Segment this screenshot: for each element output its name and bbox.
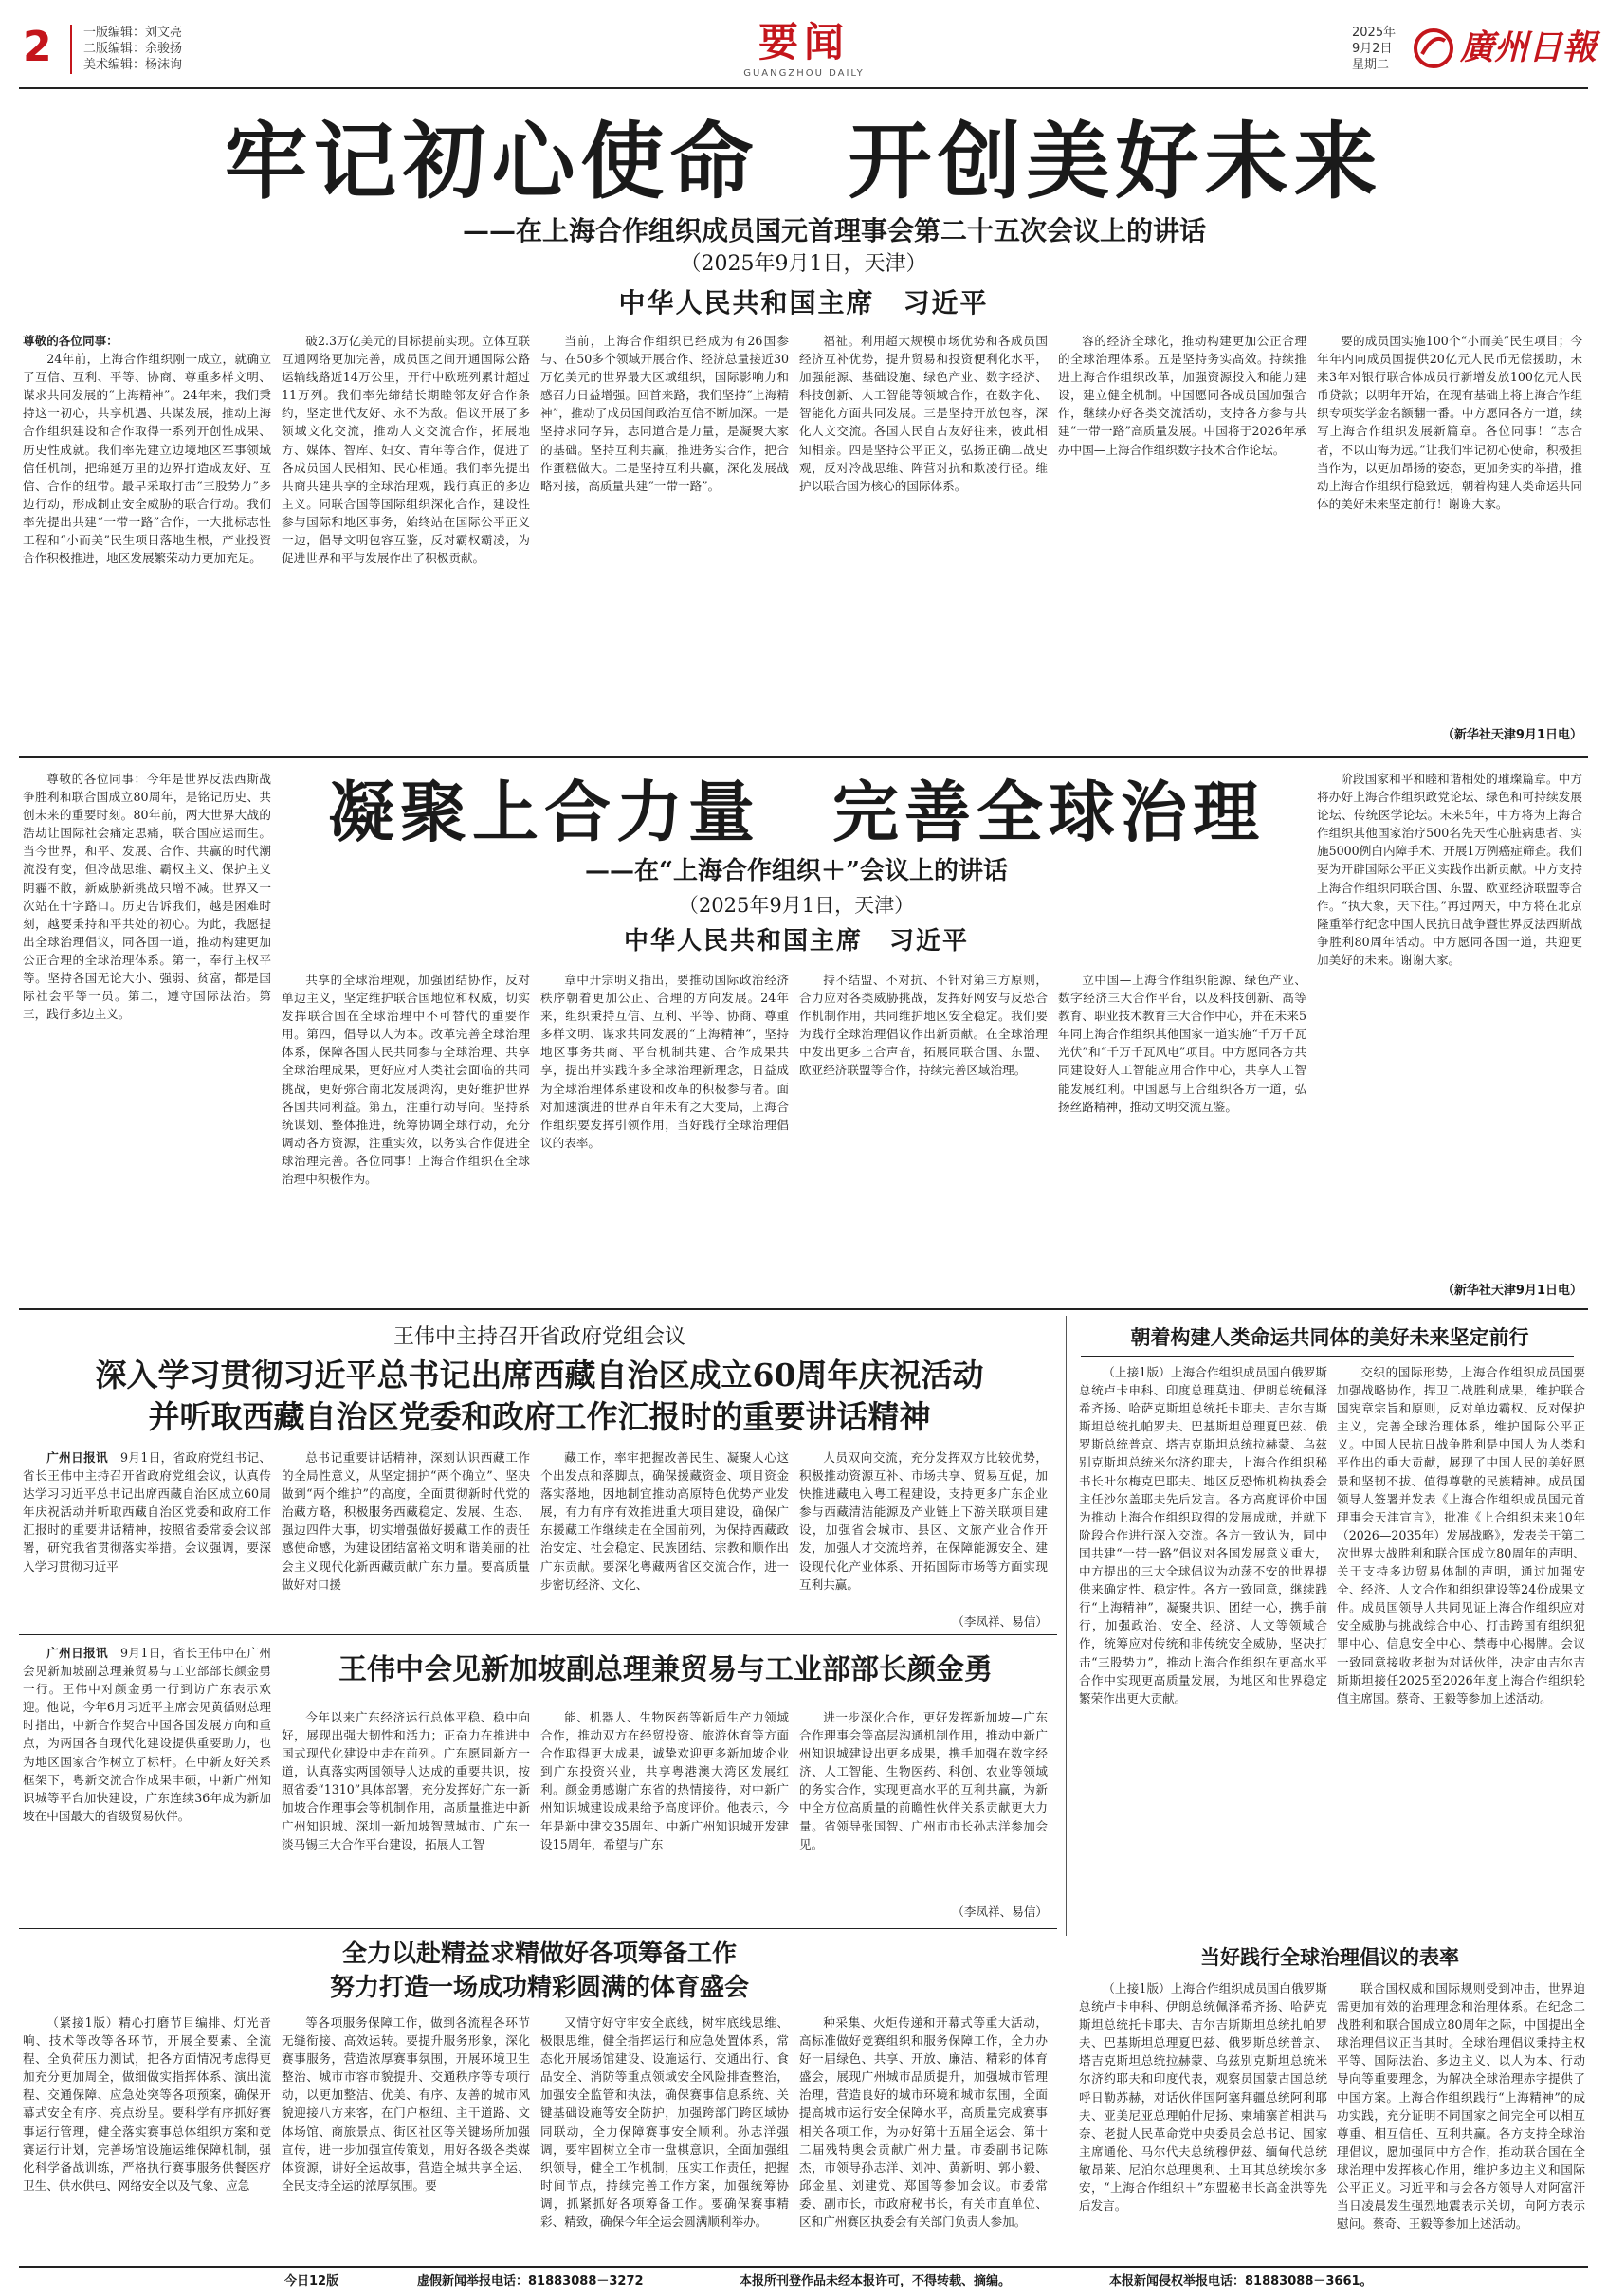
divider [1081, 1356, 1574, 1357]
article1-column-4 [799, 332, 1048, 749]
article2-column-5 [1058, 971, 1306, 1301]
masthead [0, 0, 1607, 90]
footer [19, 2271, 1588, 2292]
article1-column-3 [540, 332, 789, 749]
paper-name: 廣州日報 [1460, 27, 1598, 67]
page-number: 2 [23, 23, 52, 71]
article2-byline: 中华人民共和国主席 习近平 [623, 927, 969, 956]
article1-byline: 中华人民共和国主席 习近平 [618, 287, 989, 319]
issue-date-day: 9月2日 [1352, 42, 1393, 56]
article7-text: （紧接1版）精心打磨节目编排、灯光音响、技术等改等各环节，开展全要素、全流程、全负荷压力测试，把各方面情况考虑得更加充分更加周全，做细做实指挥体系、演出流程、交通保障、应急处突等各项预案，确保开幕式安全有序、亮点纷呈。要科学有序抓好赛事运行管理，健全落实赛事总体组织方案和竞赛运行计划，完善场馆设施运维保障机制，强化科学备战训练，严格执行赛事服务供餐医疗卫生、供水供电、网络安全以及气象、应急 [23, 2015, 271, 2193]
article2-subtitle: ——在“上海合作组织＋”会议上的讲话 [585, 857, 1008, 885]
article2-text: 持不结盟、不对抗、不针对第三方原则，合力应对各类威胁挑战，发挥好网安与反恐合作机制作用，共同维护地区安全稳定。我们要为践行全球治理倡议作出新贡献。在全球治理中发出更多上合声音，拓展同联合国、东盟、欧亚经济联盟等合作，持续完善区域治理。 [799, 973, 1048, 1078]
issue-date-weekday: 星期二 [1352, 58, 1390, 72]
article1-column-5 [1058, 332, 1306, 749]
footer-edition: 今日12版 [284, 2274, 339, 2288]
divider [19, 1308, 1588, 1310]
issue-date-year: 2025年 [1352, 26, 1397, 40]
article2-text: 共享的全球治理观，加强团结协作，反对单边主义，坚定维护联合国地位和权威，切实发挥联合国在全球治理中不可替代的重要作用。第四，倡导以人为本。改革完善全球治理体系，保障各国人民共同参与全球治理、共享全球治理成果，更好应对人类社会面临的共同挑战，更好弥合南北发展鸿沟，更好维护世界各国共同利益。第五，注重行动导向。坚持系统谋划、整体推进，统筹协调全球行动，充分调动各方资源，注重实效，以务实合作促进全球治理完善。各位同事！上海合作组织在全球治理中积极作为。 [282, 973, 530, 1187]
article2-date: （2025年9月1日，天津） [678, 894, 915, 917]
article2-text: 阶段国家和平和睦和谐相处的璀璨篇章。中方将办好上海合作组织政党论坛、绿色和可持续发展论坛、传统医学论坛。未来5年，中方将为上海合作组织其他国家治疗500名先天性心脏病患者、实施5000例白内障手术、开展1万例癌症筛查。我们要为开辟国际公平正义实践作出新贡献。中方支持上海合作组织同联合国、东盟、欧亚经济联盟等合作。“执大象，天下往。”再过两天，中方将在北京隆重举行纪念中国人民抗日战争暨世界反法西斯战争胜利80周年活动。中方愿同各国一道，共迎更加美好的未来。谢谢大家。 [1317, 772, 1582, 967]
article7-text: 种采集、火炬传递和开幕式等重大活动，高标准做好竞赛组织和服务保障工作，全力办好一届绿色、共享、开放、廉洁、精彩的体育盛会，展现广州城市品质提升，加强城市管理治理，营造良好的城市环境和城市氛围，全面提高城市运行安全保障水平，高质量完成赛事相关各项工作，为办好第十五届全运会、第十二届残特奥会贡献广州力量。市委副书记陈杰，市领导孙志洋、刘冲、黄新明、郭小毅、邱金星、刘建党、郑国等参加会议。市委常委、副市长，市政府秘书长，有关市直单位、区和广州赛区执委会有关部门负责人参加。 [799, 2015, 1048, 2230]
article2-text: 立中国—上海合作组织能源、绿色产业、数字经济三大合作平台，以及科技创新、高等教育、职业技术教育三大合作中心，并在未来5年同上海合作组织其他国家一道实施“千万千瓦光伏”和“千万千瓦风电”项目。中方愿同各方共同建设好人工智能应用合作中心，共享人工智能发展红利。中国愿与上合组织各方一道，弘扬丝路精神，推动文明交流互鉴。 [1058, 973, 1306, 1114]
divider [19, 1634, 1057, 1635]
article3-column-3 [540, 1449, 789, 1629]
article3-lead-text: 9月1日，省政府党组书记、省长王伟中主持召开省政府党组会议，认真传达学习习近平总书记出席西藏自治区成立60周年庆祝活动并听取西藏自治区党委和政府工作汇报时的重要讲话精神，按照省委常委会议部署，研究我省贯彻落实举措。会议强调，要深入学习贯彻习近平 [23, 1450, 271, 1574]
article4-column-4 [799, 1708, 1048, 1898]
article7-text: 又情守好守牢安全底线，树牢底线思维、极限思维，健全指挥运行和应急处置体系，常态化开展场馆建设、设施运行、交通出行、食品安全、消防等重点领域安全风险排查整治，加强安全监管和执法，确保赛事信息系统、关键基础设施等安全防护，加强跨部门跨区域协同联动，全力保障赛事安全顺利。孙志洋强调，要牢固树立全市一盘棋意识，全面加强组织领导，健全工作机制，压实工作责任，把握时间节点，持续完善工作方案，加强统筹协调，抓紧抓好各项筹备工作。要确保赛事精彩、精致，确保今年全运会圆满顺利举办。 [540, 2015, 789, 2230]
article5-text: 交织的国际形势，上海合作组织成员国要加强战略协作，捍卫二战胜利成果，维护联合国宪章宗旨和原则，反对单边霸权、反对保护主义，完善全球治理体系，维护国际公平正义。中国人民抗日战争胜利是中国人为人类和平作出的重大贡献，展现了中国人民的美好愿景和坚韧不拔、值得尊敬的民族精神。成员国领导人签署并发表《上海合作组织成员国元首理事会天津宣言》，批准《上合组织未来10年（2026—2035年）发展战略》，发表关于第二次世界大战胜利和联合国成立80周年的声明、关于支持多边贸易体制的声明，通过加强安全、经济、人文合作和组织建设等24份成果文件。成员国领导人共同见证上海合作组织应对安全威胁与挑战综合中心、打击跨国有组织犯罪中心、信息安全中心、禁毒中心揭牌。会议一致同意接收老挝为对话伙伴，决定由吉尔吉斯斯坦接任2025至2026年度上海合作组织轮值主席国。蔡奇、王毅等参加上述活动。 [1337, 1365, 1585, 1705]
article7-column-3 [540, 2014, 789, 2258]
article2-text: 尊敬的各位同事：今年是世界反法西斯战争胜利和联合国成立80周年，是铭记历史、共创未来的重要时刻。80年前，两大世界大战的浩劫让国际社会痛定思痛，联合国应运而生。当今世界，和平、发展、合作、共赢的时代潮流没有变，但冷战思维、霸权主义、保护主义阴霾不散，新威胁新挑战只增不减。世界又一次站在十字路口。历史告诉我们，越是困难时刻，越要秉持和平共处的初心。为此，我愿提出全球治理倡议，同各国一道，推动构建更加公正合理的全球治理体系。第一，奉行主权平等。坚持各国无论大小、强弱、贫富，都是国际社会平等一员。第二，遵守国际法治。第三，践行多边主义。 [23, 772, 271, 1022]
article6-text: 联合国权威和国际规则受到冲击，世界迫需更加有效的治理理念和治理体系。在纪念二战胜利和联合国成立80周年之际，中国提出全球治理倡议正当其时。全球治理倡议秉持主权平等、国际法治、多边主义、以人为本、行动导向等重要理念，为解决全球治理赤字提供了中国方案。上海合作组织践行“上海精神”的成功实践，充分证明不同国家之间完全可以相互尊重、相互信任、互利共赢。各方支持全球治理倡议，愿加强同中方合作，推动联合国在全球治理中发挥核心作用，维护多边主义和国际公平正义。习近平和与会各方领导人对阿富汗当日凌晨发生强烈地震表示关切，向阿方表示慰问。蔡奇、王毅等参加上述活动。 [1337, 1981, 1585, 2232]
article4-lead-text: 9月1日，省长王伟中在广州会见新加坡副总理兼贸易与工业部部长颜金勇一行。王伟中对颜金勇一行到访广东表示欢迎。他说，今年6月习近平主席会见黄循财总理时指出，中新合作契合中国各国发展方向和重点，为两国各自现代化建设提供重要助力，也为地区国家合作树立了标杆。在中新友好关系框架下，粤新交流合作成果丰硕，中新广州知识城等平台加快建设，广东连续36年成为新加坡在中国最大的省级贸易伙伴。 [23, 1646, 271, 1823]
article4-text: 进一步深化合作，更好发挥新加坡—广东合作理事会等高层沟通机制作用，推动中新广州知识城建设出更多成果，携手加强在数字经济、人工智能、生物医药、科创、农业等领域的务实合作，实现更高水平的互利共赢，为新中全方位高质量的前瞻性伙伴关系贡献更大力量。省领导张国智、广州市市长孙志洋参加会见。 [799, 1710, 1048, 1851]
article5-column-1 [1079, 1363, 1327, 1928]
article3-column-1 [23, 1449, 271, 1629]
article7-title-line1: 全力以赴精益求精做好各项筹备工作 [341, 1940, 737, 1968]
article3-text: 人员双向交流，充分发挥双方比较优势，积极推动资源互补、市场共享、贸易互促，加快推进藏电入粤工程建设，支持更多广东企业参与西藏清洁能源及产业链上下游关联项目建设，加强省会城市、县区、文旅产业合作开发，加强人才交流培养，在保障能源安全、建设现代化产业体系、开拓国际市场等方面实现互利共赢。 [799, 1450, 1048, 1592]
article1-column-1 [23, 332, 271, 749]
editor-credit: 二版编辑：余骏扬 [83, 42, 183, 56]
article3-text: 总书记重要讲话精神，深刻认识西藏工作的全局性意义，从坚定拥护“两个确立”、坚决做到“两个维护”的高度，全面贯彻新时代党的治藏方略，积极服务西藏稳定、发展、生态、强边四件大事，切实增强做好援藏工作的责任感使命感，为建设团结富裕文明和谐美丽的社会主义现代化新西藏贡献广东力量。要高质量做好对口援 [282, 1450, 530, 1592]
article4-source: （李凤祥、易信） [952, 1904, 1048, 1919]
article1-column-6 [1317, 332, 1582, 720]
footer-hotline-fake-news: 虚假新闻举报电话：81883088－3272 [417, 2274, 644, 2288]
article6-column-1 [1079, 1979, 1327, 2258]
article5-text: （上接1版）上海合作组织成员国白俄罗斯总统卢卡申科、印度总理莫迪、伊朗总统佩泽希齐扬、哈萨克斯坦总统托卡耶夫、吉尔吉斯斯坦总统扎帕罗夫、巴基斯坦总理夏巴兹、俄罗斯总统普京、塔吉克斯坦总统拉赫蒙、乌兹别克斯坦总统米尔济约耶夫，上海合作组织秘书长叶尔梅克巴耶夫、地区反恐怖机构执委会主任沙尔盖耶夫先后发言。各方高度评价中国为推动上海合作组织取得的发展成就，并就下阶段合作进行深入交流。各方一致认为，同中国共建“一带一路”倡议对各国发展意义重大，中方提出的三大全球倡议为动荡不安的世界提供来确定性、稳定性。各方一致同意，继续践行“上海精神”，凝聚共识、团结一心，携手前行，加强政治、安全、经济、人文等领域合作，统筹应对传统和非传统安全威胁，坚决打击“三股势力”，推动上海合作组织在更高水平合作中实现更高质量发展，为地区和世界稳定繁荣作出更大贡献。 [1079, 1365, 1327, 1705]
article4-column-1 [23, 1644, 271, 1922]
article7-column-1 [23, 2014, 271, 2258]
article4-text: 能、机器人、生物医药等新质生产力领域合作，推动双方在经贸投资、旅游休育等方面合作取得更大成果，诚挚欢迎更多新加坡企业到广东投资兴业，共享粤港澳大湾区发展红利。颜金勇感谢广东省的热情接待，对中新广州知识城建设成果给予高度评价。他表示，今年是新中建交35周年、中新广州知识城开发建设15周年，希望与广东 [540, 1710, 789, 1851]
page-number-rule [70, 25, 72, 74]
article1-salutation: 尊敬的各位同事： [23, 334, 119, 348]
divider [19, 756, 1588, 758]
article4-column-2 [282, 1708, 530, 1922]
article1-text: 破2.3万亿美元的目标提前实现。立体互联互通网络更加完善，成员国之间开通国际公路运输线路近14万公里，开行中欧班列累计超过11万列。我们率先缔结长期睦邻友好合作条约，坚定世代友好、永不为敌。倡议开展了多领域文化交流，推动人文交流合作，拓展地方、媒体、智库、妇女、青年等合作，促进了各成员国人民相知、民心相通。我们率先提出共商共建共享的全球治理观，践行真正的多边主义。同联合国等国际组织深化合作，建设性参与国际和地区事务，始终站在国际公平正义一边，倡导文明包容互鉴，反对霸权霸凌，为促进世界和平与发展作出了积极贡献。 [282, 334, 530, 566]
article2-title: 凝聚上合力量 完善全球治理 [328, 773, 1265, 851]
article1-text: 24年前，上海合作组织刚一成立，就确立了互信、互利、平等、协商、尊重多样文明、谋求共同发展的“上海精神”。24年来，我们秉持这一初心，共享机遇、共谋发展，推动上海合作组织建设和合作取得一系列开创性成果、历史性成就。我们率先建立边境地区军事领域信任机制，把绵延万里的边界打造成友好、互信、合作的纽带。最早采取打击“三股势力”多边行动，形成制止安全威胁的联合行动。我们率先提出共建“一带一路”合作，一大批标志性工程和“小而美”民生项目落地生根，产业投资合作积极推进，地区发展繁荣动力更加充足。 [23, 352, 271, 566]
article6-text: （上接1版）上海合作组织成员国白俄罗斯总统卢卡申科、伊朗总统佩泽希齐扬、哈萨克斯坦总统托卡耶夫、吉尔吉斯斯坦总统扎帕罗夫、巴基斯坦总理夏巴兹、俄罗斯总统普京、塔吉克斯坦总统拉赫蒙、乌兹别克斯坦总统米尔济约耶夫和印度代表，观察员国蒙古国总统呼日勒苏赫，对话伙伴国阿塞拜疆总统阿利耶夫、亚美尼亚总理帕什尼扬、柬埔寨首相洪马奈、老挝人民革命党中央委员会总书记、国家主席通伦、马尔代夫总统穆伊兹、缅甸代总统敏昂莱、尼泊尔总理奥利、土耳其总统埃尔多安，“上海合作组织＋”东盟秘书长高金洪等先后发言。 [1079, 1981, 1327, 2214]
editor-credit: 美术编辑：杨沫询 [83, 58, 183, 72]
article2-source: （新华社天津9月1日电） [1441, 1284, 1582, 1298]
masthead-rule [19, 87, 1588, 89]
section-title: 要闻 [758, 19, 849, 65]
footer-copyright: 本报所刊登作品未经本报许可，不得转载、摘编。 [740, 2274, 1012, 2288]
paper-logo [1413, 25, 1598, 72]
article1-title: 牢记初心使命 开创美好未来 [224, 112, 1383, 210]
paper-logo-emblem [1413, 27, 1454, 69]
article1-date: （2025年9月1日，天津） [680, 252, 927, 276]
article3-kicker: 王伟中主持召开省政府党组会议 [393, 1325, 685, 1349]
article3-title-line1: 深入学习贯彻习近平总书记出席西藏自治区成立60周年庆祝活动 [95, 1357, 984, 1394]
article3-text: 藏工作，率牢把握改善民生、凝聚人心这个出发点和落脚点，确保援藏资金、项目资金落实落地，因地制宜推动高原特色优势产业发展，有力有序有效推进重大项目建设，确保广东援藏工作继续走在全国前列，为保持西藏政治安定、社会稳定、民族团结、宗教和顺作出广东贡献。要深化粤藏两省区交流合作，进一步密切经济、文化、 [540, 1450, 789, 1592]
article5-column-2 [1337, 1363, 1585, 1928]
article5-title: 朝着构建人类命运共同体的美好未来坚定前行 [1130, 1325, 1529, 1349]
footer-rule [19, 2266, 1588, 2268]
article7-title-line2: 努力打造一场成功精彩圆满的体育盛会 [329, 1974, 749, 2002]
article1-column-2 [282, 332, 530, 749]
article3-title-line2: 并听取西藏自治区党委和政府工作汇报时的重要讲话精神 [148, 1398, 931, 1435]
article3-column-4 [799, 1449, 1048, 1612]
article1-source: （新华社天津9月1日电） [1441, 728, 1582, 742]
article7-column-2 [282, 2014, 530, 2258]
article7-text: 等各项服务保障工作，做到各流程各环节无缝衔接、高效运转。要提升服务形象，深化赛事服务，营造浓厚赛事氛围，开展环境卫生整治、城市市容市貌提升、交通秩序等专项行动，以更加整洁、优美、有序、友善的城市风貌迎接八方来客，在门户枢纽、主干道路、文体场馆、商旅景点、街区社区等关键场所加强宣传，进一步加强宣传策划，用好各级各类媒体资源，讲好全运故事，营造全城共享全运、全民支持全运的浓厚氛围。要 [282, 2015, 530, 2193]
article4-text: 今年以来广东经济运行总体平稳、稳中向好，展现出强大韧性和活力；正奋力在推进中国式现代化建设中走在前列。广东愿同新方一道，认真落实两国领导人达成的重要共识，按照省委“1310”具体部署，充分发挥好广东一新加坡合作理事会等机制作用，高质量推进中新广州知识城、深圳一新加坡智慧城市、广东一淡马锡三大合作平台建设，拓展人工智 [282, 1710, 530, 1851]
divider [19, 1928, 1057, 1929]
article3-source: （李凤祥、易信） [952, 1614, 1048, 1629]
article1-text: 容的经济全球化，推动构建更加公正合理的全球治理体系。五是坚持务实高效。持续推进上海合作组织改革，加强资源投入和能力建设，建立健全机制。中国愿同各成员国加强合作，继续办好各类交流活动，支持各方参与共建“一带一路”高质量发展。中国将于2026年承办中国—上海合作组织数字技术合作论坛。 [1058, 334, 1306, 457]
editor-credit: 一版编辑：刘文亮 [83, 26, 183, 40]
article3-lead: 广州日报讯 [46, 1450, 109, 1465]
article1-text: 要的成员国实施100个“小而美”民生项目；今年年内向成员国提供20亿元人民币无偿援助，未来3年对银行联合体成员行新增发放100亿元人民币贷款；以明年开始，在现有基础上将上海合作组织专项奖学金名额翻一番。中方愿同各方一道，续写上海合作组织发展新篇章。各位同事！“志合者，不以山海为远。”让我们牢记初心使命，积极担当作为，以更加昂扬的姿态，更加务实的举措，推动上海合作组织行稳致远，朝着构建人类命运共同体的美好未来坚定前行！谢谢大家。 [1317, 334, 1582, 511]
article4-text [23, 1644, 271, 1825]
article3-column-2 [282, 1449, 530, 1629]
article6-column-2 [1337, 1979, 1585, 2258]
article4-column-3 [540, 1708, 789, 1922]
article1-subtitle: ——在上海合作组织成员国元首理事会第二十五次会议上的讲话 [462, 215, 1206, 246]
article2-column-left [23, 770, 271, 1301]
article1-text: 福祉。利用超大规模市场优势和各成员国经济互补优势，提升贸易和投资便利化水平，加强能源、基础设施、绿色产业、数字经济、科技创新、人工智能等领域合作，在数字化、智能化方面共同发展。三是坚持开放包容，深化人文交流。各国人民自古友好往来，彼此相知相亲。四是坚持公平正义，弘扬正确二战史观，反对冷战思维、阵营对抗和欺凌行径。维护以联合国为核心的国际体系。 [799, 334, 1048, 493]
article7-column-4 [799, 2014, 1048, 2258]
article1-text: 当前，上海合作组织已经成为有26国参与、在50多个领域开展合作、经济总量接近30万亿美元的世界最大区域组织，国际影响力和感召力日益增强。回首来路，我们坚持“上海精神”，推动了成员国间政治互信不断加深。一是坚持求同存异，志同道合是力量，是凝聚大家的基础。坚持互利共赢，推进务实合作，把合作蛋糕做大。二是坚持互利共赢，深化发展战略对接，高质量共建“一带一路”。 [540, 334, 789, 493]
article4-lead: 广州日报讯 [46, 1646, 109, 1660]
article3-text [23, 1449, 271, 1576]
footer-hotline-infringement: 本报新闻侵权举报电话：81883088－3661。 [1109, 2274, 1373, 2288]
article2-text: 章中开宗明义指出，要推动国际政治经济秩序朝着更加公正、合理的方向发展。24年来，组织秉持互信、互利、平等、协商、尊重多样文明、谋求共同发展的“上海精神”，坚持地区事务共商、平台机制共建、合作成果共享，提出并实践许多全球治理新理念，日益成为全球治理体系建设和改革的积极参与者。面对加速演进的世界百年未有之大变局，上海合作组织要发挥引领作用，当好践行全球治理倡议的表率。 [540, 973, 789, 1150]
issue-date [1352, 25, 1396, 73]
editor-credits [83, 25, 182, 73]
section-title-en: GUANGZHOU DAILY [743, 68, 865, 79]
article2-column-4 [799, 971, 1048, 1301]
article4-title: 王伟中会见新加坡副总理兼贸易与工业部部长颜金勇 [338, 1653, 993, 1686]
article2-column-2 [282, 971, 530, 1301]
article6-title: 当好践行全球治理倡议的表率 [1200, 1945, 1459, 1969]
article2-column-6 [1317, 770, 1582, 1276]
article2-column-3 [540, 971, 789, 1301]
